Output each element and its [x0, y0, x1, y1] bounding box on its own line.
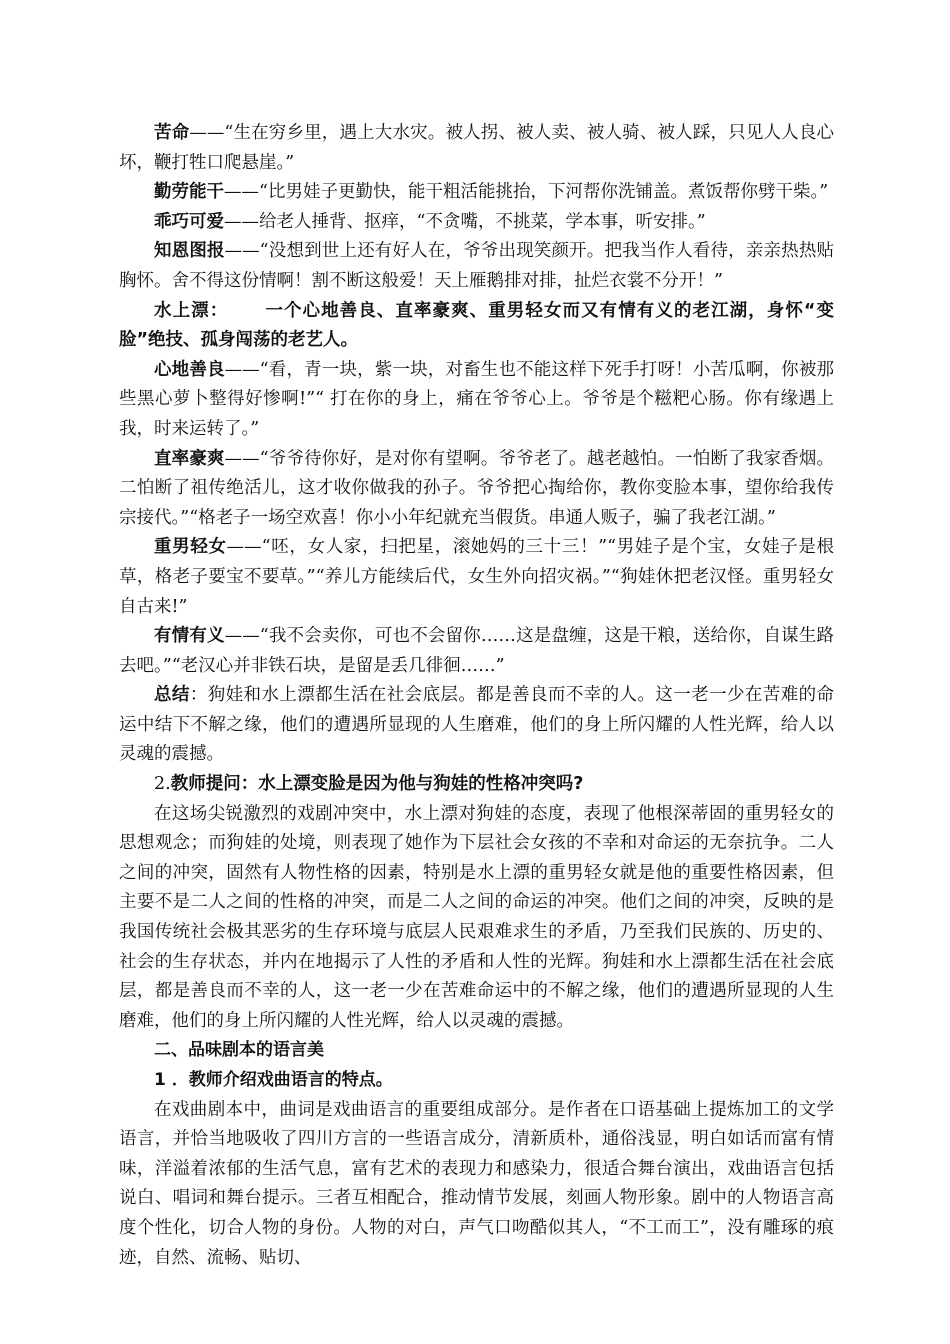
- section-heading: 二、品味剧本的语言美: [154, 1040, 324, 1061]
- trait-term: 知恩图报: [154, 241, 225, 262]
- trait-term: 有情有义: [154, 626, 225, 647]
- trait-paragraph: [119, 445, 834, 534]
- trait-paragraph: [119, 178, 834, 208]
- trait-term: 乖巧可爱: [154, 211, 224, 232]
- trait-paragraph: [119, 119, 834, 178]
- summary-paragraph: [119, 681, 834, 770]
- trait-paragraph: [119, 533, 834, 622]
- question-title: 教师提问：水上漂变脸是因为他与狗娃的性格冲突吗?: [170, 774, 584, 795]
- answer-paragraph: 在这场尖锐激烈的戏剧冲突中，水上漂对狗娃的态度，表现了他根深蒂固的重男轻女的思想观念；而狗娃的处境，则表现了她作为下层社会女孩的不幸和对命运的无奈抗争。二人之间的冲突，固然有人物性格的因素，特别是水上漂的重男轻女就是他的重要性格因素，但主要不是二人之间的性格的冲突，而是二人之间的命运的冲突。他们之间的冲突，反映的是我国传统社会极其恶劣的生存环境与底层人民艰难求生的矛盾，乃至我们民族的、历史的、社会的生存状态，并内在地揭示了人性的矛盾和人性的光辉。狗娃和水上漂都生活在社会底层，都是善良而不幸的人，这一老一少在苦难命运中的不解之缘，他们的遭遇所显现的人生磨难，他们的身上所闪耀的人性光辉，给人以灵魂的震撼。: [119, 803, 834, 1031]
- character-name: 水上漂：: [154, 300, 229, 321]
- trait-term: 苦命: [154, 123, 190, 143]
- question-number: 2.: [154, 774, 171, 795]
- trait-text: ——“没想到世上还有好人在，爷爷出现笑颜开。把我当作人看待，亲亲热热贴胸怀。舍不得这份情啊！割不断这般爱！天上雁鹅排对排，扯烂衣裳不分开！”: [119, 241, 834, 291]
- trait-paragraph: [119, 208, 834, 238]
- trait-text: ——“呸，女人家，扫把星，滚她妈的三十三！”“男娃子是个宝，女娃子是根草，格老子要宝不要草。”“养儿方能续后代，女生外向招灾祸。”“狗娃休把老汉怪。重男轻女自古来!”: [119, 537, 835, 617]
- document-page: [119, 119, 834, 1273]
- trait-term: 直率豪爽: [154, 448, 225, 469]
- trait-text: ——“生在穷乡里，遇上大水灾。被人拐、被人卖、被人骑、被人踩，只见人人良心坏，鞭打牲口爬悬崖。”: [119, 123, 834, 173]
- trait-text: ——“爷爷待你好，是对你有望啊。爷爷老了。越老越怕。一怕断了我家香烟。二怕断了祖传绝活儿，这才收你做我的孙子。爷爷把心掏给你，教你变脸本事，望你给我传宗接代。”“格老子一场空欢喜！你小小年纪就充当假货。串通人贩子，骗了我老江湖。”: [119, 448, 834, 528]
- trait-text: ——“看，青一块，紫一块，对畜生也不能这样下死手打呀！小苦瓜啊，你被那些黑心萝卜整得好惨啊!”“ 打在你的身上，痛在爷爷心上。爷爷是个糍粑心肠。你有缘遇上我，时来运转了。”: [119, 359, 834, 439]
- trait-term: 重男轻女: [154, 537, 227, 558]
- trait-paragraph: [119, 356, 834, 445]
- summary-term: 总结: [154, 685, 190, 706]
- character-heading: [119, 297, 834, 356]
- trait-text: ——“比男娃子更勤快，能干粗活能挑抬，下河帮你洗铺盖。煮饭帮你劈干柴。”: [224, 182, 829, 203]
- summary-text: ：狗娃和水上漂都生活在社会底层。都是善良而不幸的人。这一老一少在苦难的命运中结下不解之缘，他们的遭遇所显现的人生磨难，他们的身上所闪耀的人性光辉，给人以灵魂的震撼。: [119, 685, 834, 765]
- trait-paragraph: [119, 622, 834, 681]
- language-paragraph: 在戏曲剧本中，曲词是戏曲语言的重要组成部分。是作者在口语基础上提炼加工的文学语言，并恰当地吸收了四川方言的一些语言成分，清新质朴，通俗浅显，明白如话而富有情味，洋溢着浓郁的生活气息，富有艺术的表现力和感染力，很适合舞台演出，戏曲语言包括说白、唱词和舞台提示。三者互相配合，推动情节发展，刻画人物形象。剧中的人物语言高度个性化，切合人物的身份。人物的对白，声气口吻酷似其人，“不工而工”，没有雕琢的痕迹，自然、流畅、贴切、: [119, 1099, 834, 1268]
- trait-paragraph: [119, 237, 834, 296]
- trait-term: 勤劳能干: [154, 182, 224, 203]
- trait-term: 心地善良: [154, 359, 225, 380]
- trait-text: ——给老人捶背、抠痒，“不贪嘴，不挑菜，学本事，听安排。”: [224, 211, 706, 232]
- question-heading: [119, 770, 834, 800]
- trait-text: ——“我不会卖你，可也不会留你……这是盘缠，这是干粮，送给你，自谋生路去吧。”“老汉心并非铁石块，是留是丢几徘徊……”: [119, 626, 835, 676]
- character-description: 一个心地善良、直率豪爽、重男轻女而又有情有义的老江湖，身怀“变脸”绝技、孤身闯荡的老艺人。: [119, 300, 835, 351]
- subsection-heading: 1 ．教师介绍戏曲语言的特点。: [154, 1070, 393, 1090]
